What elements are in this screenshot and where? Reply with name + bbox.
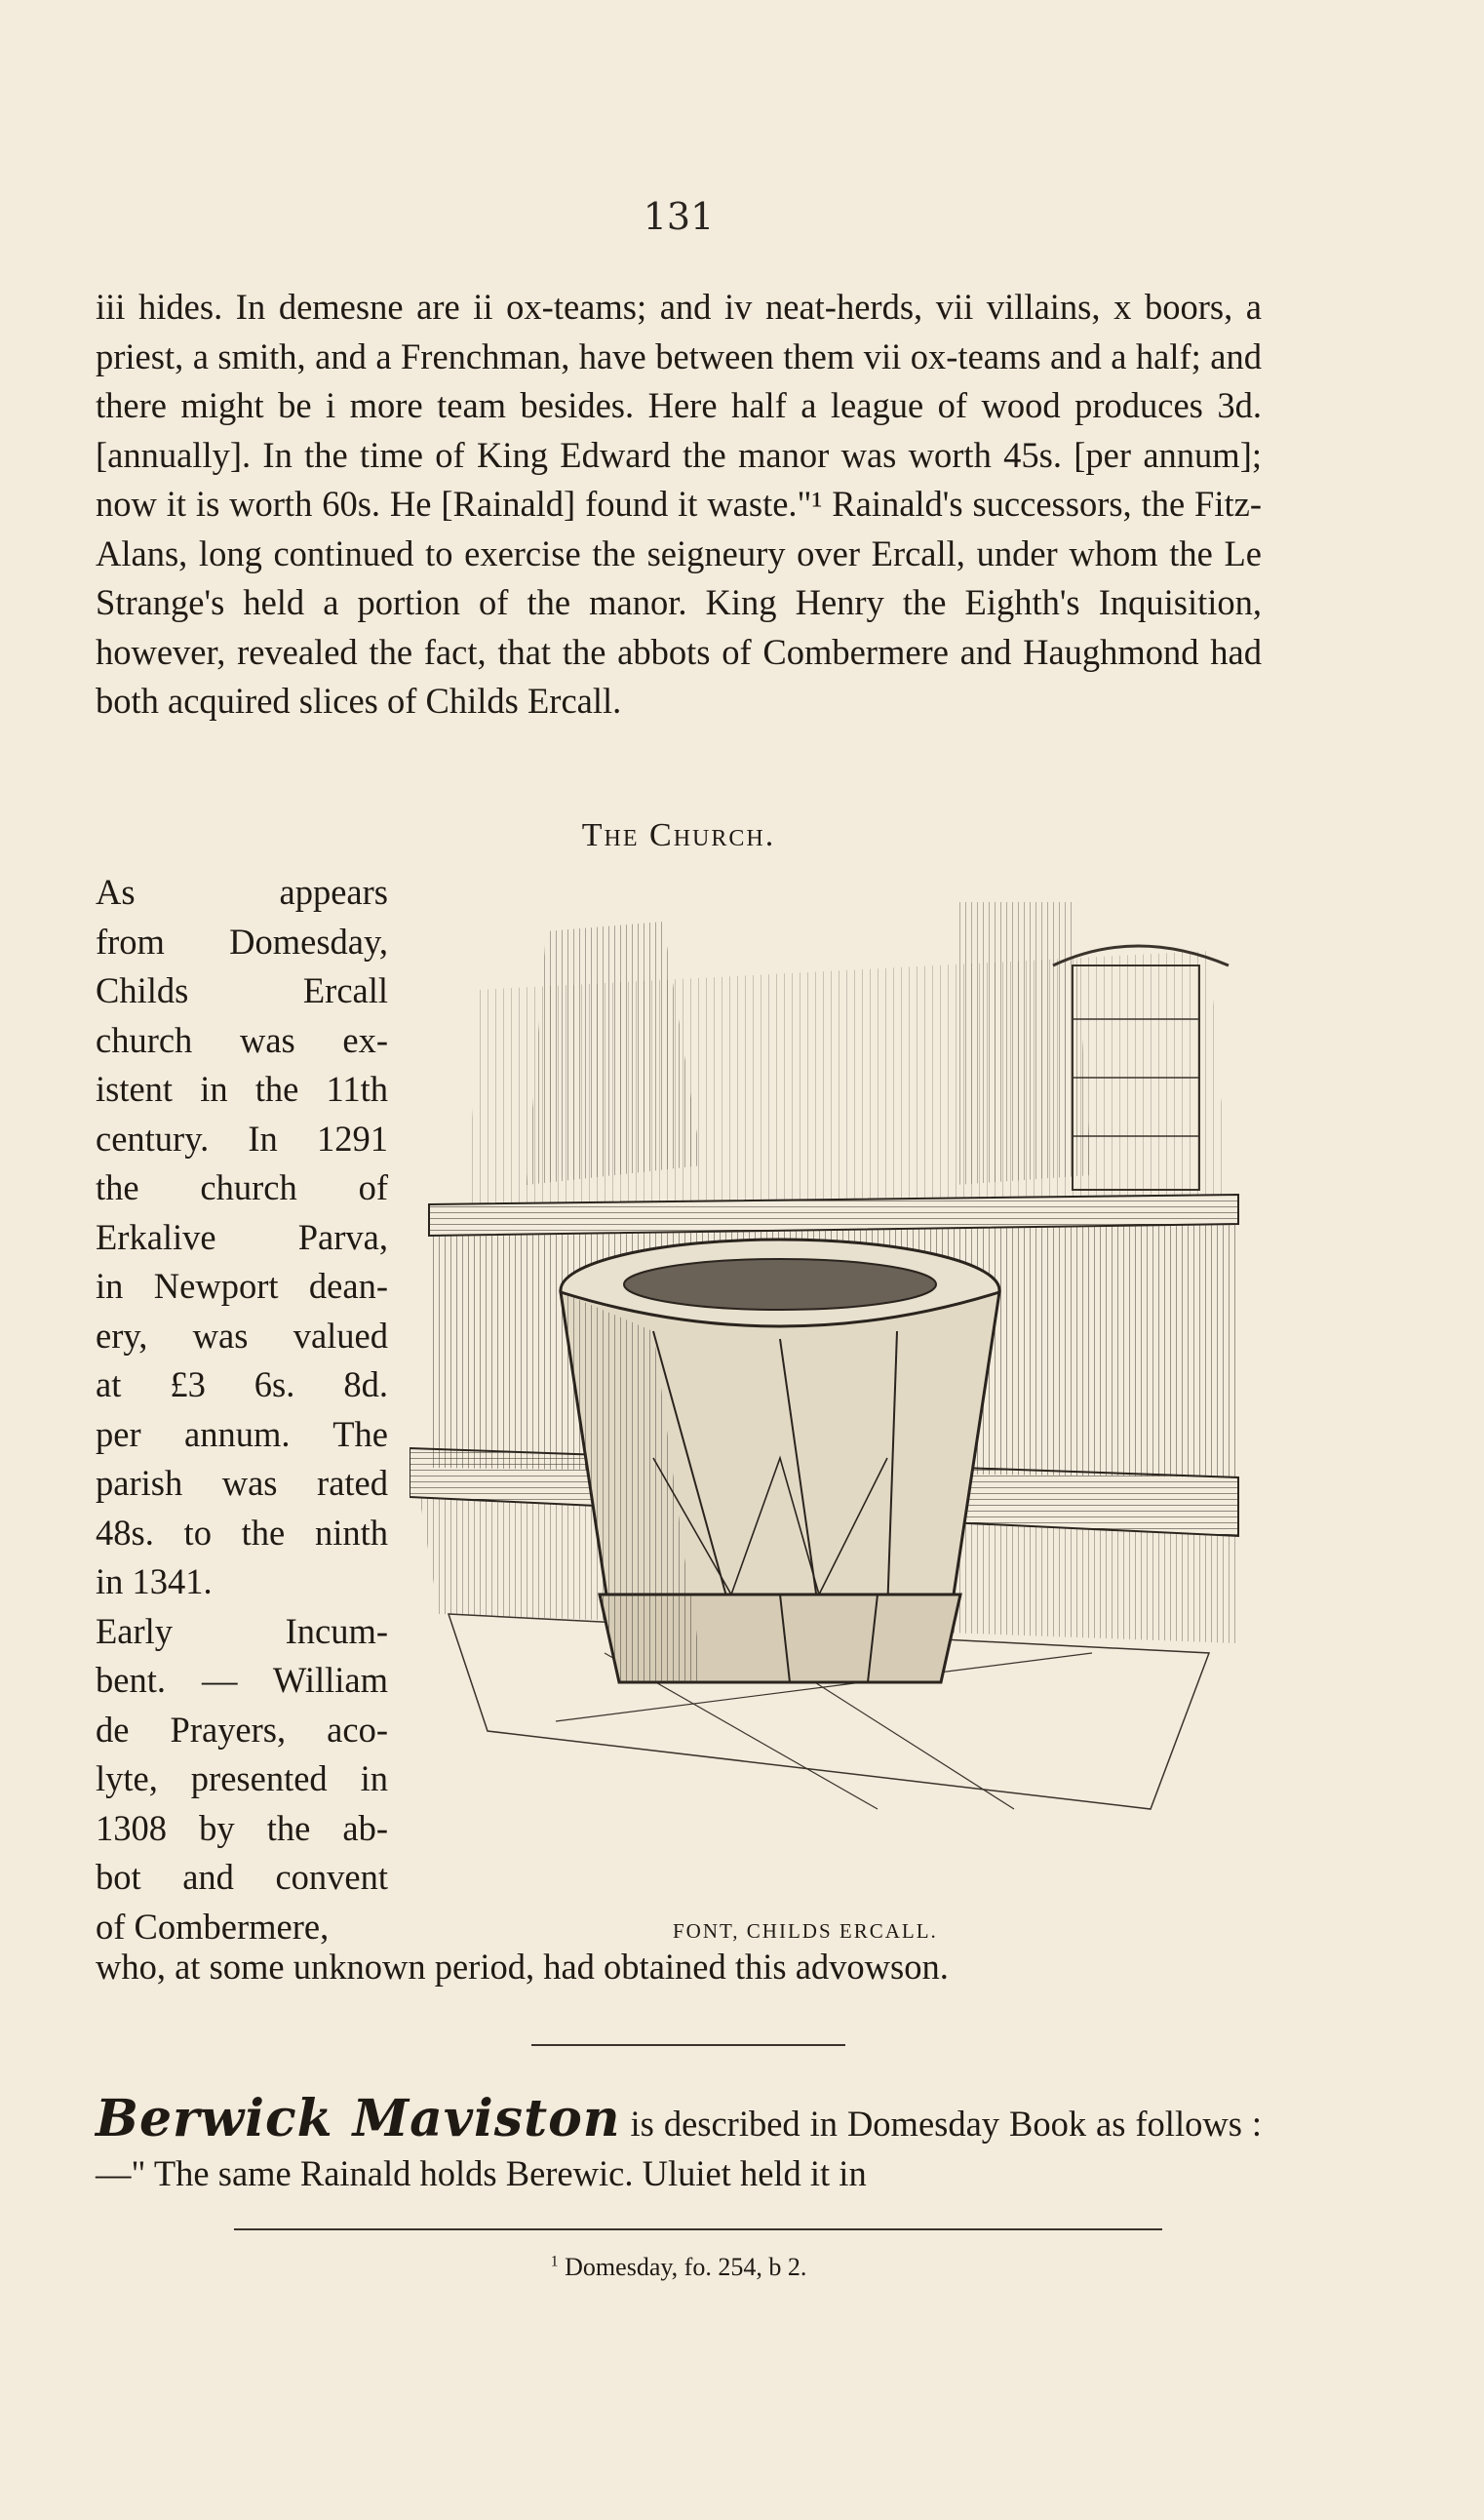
paragraph-manor: iii hides. In demesne are ii ox-teams; and iv neat-herds, vii villains, x boors, a priest, a smith, and a Frenchman, have between them vii ox-teams and a half; and there might be i more team besides. Here half a league of wood produces 3d. [annually]. In the time of King Edward the manor was worth 45s. [per annum]; now it is worth 60s. He [Rainald] found it waste."¹ Rainald's successors, the Fitz-Alans, long continued to exercise the seigneury over Ercall, under whom the Le Strange's held a portion of the manor. King Henry the Eighth's Inquisition, however, revealed the fact, that the abbots of Combermere and Haughmond had both acquired slices of Childs Ercall. xyxy=(96,287,1262,721)
sidebar-line: Early Incum- xyxy=(96,1610,388,1651)
font-engraving xyxy=(410,873,1248,1858)
sidebar-line: of Combermere, xyxy=(96,1906,330,1947)
berwick-heading: Berwick Maviston xyxy=(96,2089,621,2148)
sidebar-line: in 1341. xyxy=(96,1561,213,1601)
footnote-rule xyxy=(234,2228,1162,2230)
figure-caption: FONT, CHILDS ERCALL. xyxy=(673,1919,938,1943)
sidebar-line: ery, was valued xyxy=(96,1315,388,1356)
sidebar-line: istent in the 11th xyxy=(96,1069,388,1109)
sidebar-line: bent. — William xyxy=(96,1660,388,1700)
sidebar-paragraph xyxy=(96,868,388,1951)
advowson-line: who, at some unknown period, had obtained this advowson. xyxy=(96,1947,949,1987)
sidebar-line: the church of xyxy=(96,1167,388,1207)
sidebar-line: Erkalive Parva, xyxy=(96,1216,388,1257)
section-divider xyxy=(531,2044,845,2046)
section-heading-church: The Church. xyxy=(581,817,776,853)
sidebar-line: As appears xyxy=(96,872,388,912)
sidebar-line: century. In 1291 xyxy=(96,1118,388,1159)
church-sidebar-text xyxy=(96,868,388,1951)
berwick-text: is described in Domesday Book as follows :—" The same Rainald holds Berewic. Uluiet held it in xyxy=(96,2104,1262,2193)
footnote-text: Domesday, fo. 254, b 2. xyxy=(565,2253,807,2281)
sidebar-line: in Newport dean- xyxy=(96,1266,388,1306)
sidebar-line: 48s. to the ninth xyxy=(96,1512,388,1553)
sidebar-line: de Prayers, aco- xyxy=(96,1709,388,1750)
sidebar-line: parish was rated xyxy=(96,1463,388,1503)
footnote xyxy=(0,2253,1357,2282)
sidebar-line: per annum. The xyxy=(96,1413,388,1454)
sidebar-line: 1308 by the ab- xyxy=(96,1807,388,1848)
footnote-mark: 1 xyxy=(550,2253,559,2270)
sidebar-line: bot and convent xyxy=(96,1857,388,1897)
paragraph-berwick xyxy=(96,2089,1262,2198)
sidebar-line: from Domesday, xyxy=(96,921,388,962)
sidebar-line: at £3 6s. 8d. xyxy=(96,1364,388,1404)
page-number: 131 xyxy=(643,195,715,238)
sidebar-line: church was ex- xyxy=(96,1019,388,1060)
sidebar-line: Childs Ercall xyxy=(96,970,388,1010)
sidebar-line: lyte, presented in xyxy=(96,1758,388,1798)
